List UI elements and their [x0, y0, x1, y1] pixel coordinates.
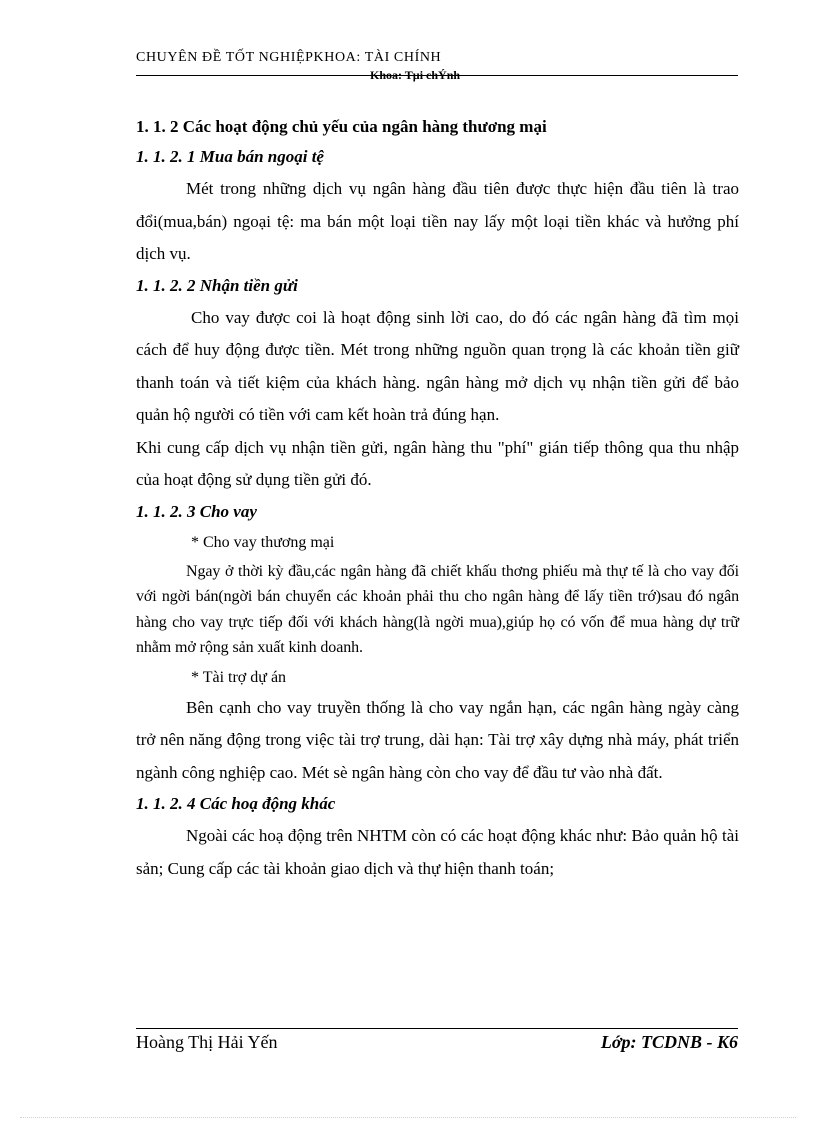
paragraph: Khi cung cấp dịch vụ nhận tiền gửi, ngân hàng thu "phí" gián tiếp thông qua thu nhập của hoạt động sử dụng tiền gửi đó.	[136, 437, 739, 489]
paragraph: Bên cạnh cho vay truyền thống là cho vay ngắn hạn, các ngân hàng ngày càng trở nên năng động trong việc tài trợ trung, dài hạn: Tài trợ xây dựng nhà máy, phát triển ngành công nghiệp cao. Mét sè ngân hàng còn cho vay để đầu tư vào nhà đất.	[136, 697, 739, 782]
subsection-heading-other-activities: 1. 1. 2. 4 Các hoạ động khác	[136, 794, 336, 813]
paragraph: Mét trong những dịch vụ ngân hàng đầu tiên được thực hiện đầu tiên là trao đổi(mua,bán) ngoại tệ: ma bán một loại tiền nay lấy một loại tiền khác và hưởng phí dịch vụ.	[136, 179, 739, 263]
subsection-heading-foreign-exchange: 1. 1. 2. 1 Mua bán ngoại tệ	[136, 147, 324, 166]
bullet-item: * Cho vay thương mại	[191, 533, 335, 551]
bullet-item: * Tài trợ dự án	[191, 668, 287, 686]
footer-divider	[136, 1028, 738, 1029]
paragraph: Cho vay được coi là hoạt động sinh lời cao, do đó các ngân hàng đã tìm mọi cách để huy động được tiền. Mét trong những nguồn quan trọng là các khoản tiền giữ thanh toán và tiết kiệm của khách hàng. ngân hàng mở dịch vụ nhận tiền gửi để bảo quản hộ người có tiền với cam kết hoàn trả đúng hạn.	[136, 307, 739, 424]
document-body	[136, 114, 739, 885]
section-heading: 1. 1. 2 Các hoạt động chủ yếu của ngân hàng thương mại	[136, 117, 547, 136]
page-edge-divider	[20, 1117, 796, 1118]
paragraph: Ngay ở thời kỳ đầu,các ngân hàng đã chiết khấu thơng phiếu mà thự tế là cho vay đối với ngời bán(ngời bán chuyển các khoản phải thu cho ngân hàng để lấy tiền trớ)sau đó ngân hàng cho vay trực tiếp đối với khách hàng(là ngời mua),giúp họ có vốn để mua hàng dự trữ nhằm mở rộng sản xuất kinh doanh.	[136, 562, 739, 656]
subsection-heading-deposits: 1. 1. 2. 2 Nhận tiền gửi	[136, 275, 298, 295]
page-header	[136, 50, 738, 82]
header-subtitle: Khoa: Tµi chÝnh	[370, 68, 461, 82]
footer-author: Hoàng Thị Hải Yến	[136, 1032, 278, 1052]
subsection-heading-lending: 1. 1. 2. 3 Cho vay	[136, 501, 257, 521]
header-title: CHUYÊN ĐỀ TỐT NGHIỆPKHOA: TÀI CHÍNH	[136, 50, 442, 65]
footer-class: Lớp: TCDNB - K6	[600, 1032, 738, 1052]
paragraph: Ngoài các hoạ động trên NHTM còn có các hoạt động khác như: Bảo quản hộ tài sản; Cung cấp các tài khoản giao dịch và thự hiện thanh toán;	[136, 826, 739, 878]
header-divider	[136, 75, 738, 76]
